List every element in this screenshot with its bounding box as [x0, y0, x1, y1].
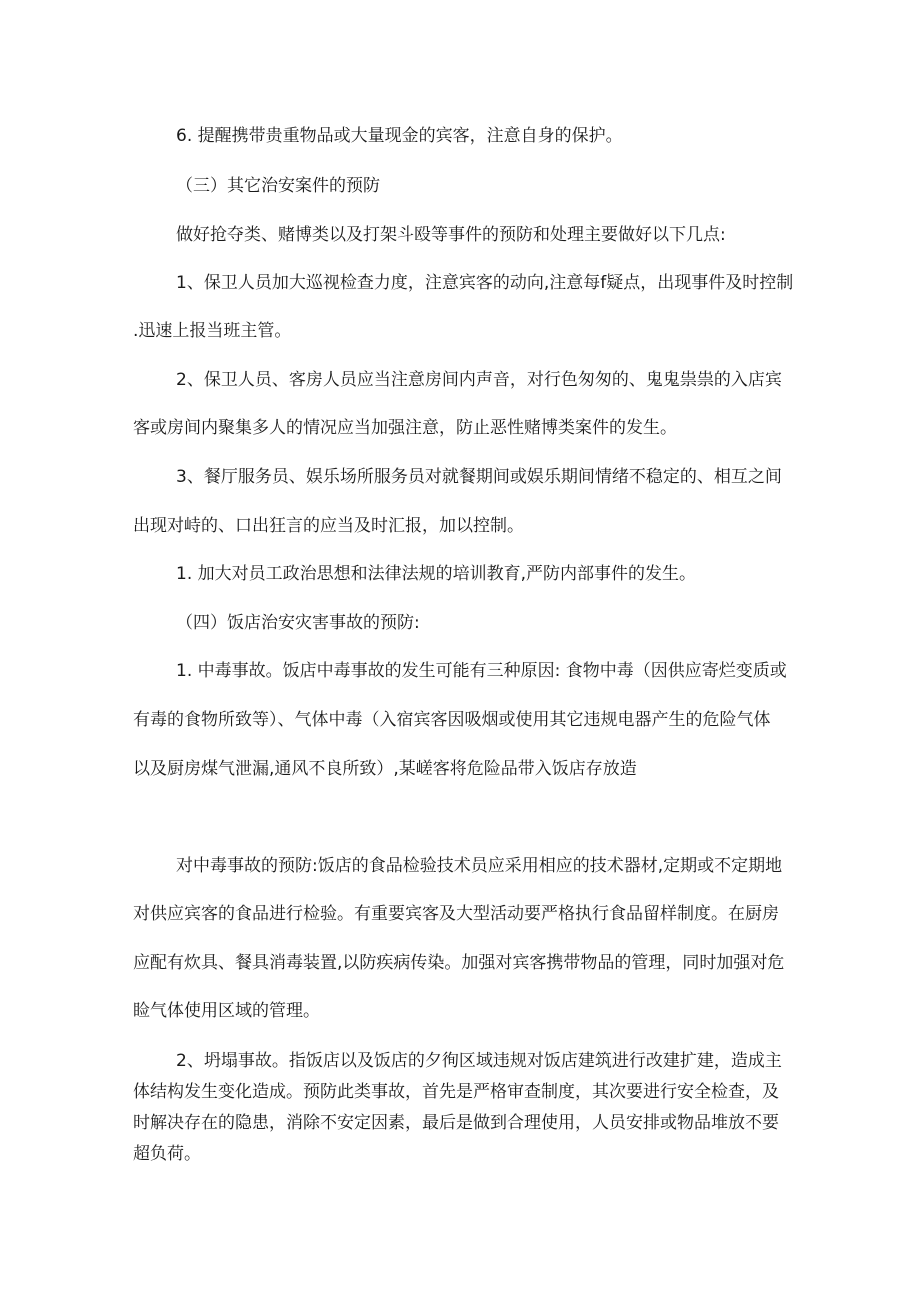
text-line: 以及厨房煤气泄漏,通风不良所致）,某嵯客将危险品带入饭店存放造	[133, 759, 637, 779]
text-line: 有毒的食物所致等）、气体中毒（入宿宾客因吸烟或使用其它违规电器产生的危险气体	[133, 710, 771, 730]
text-line: 1、保卫人员加大巡视检查力度，注意宾客的动向,注意每f疑点，出现事件及时控制	[176, 273, 794, 293]
text-line: 1. 中毒事故。饭店中毒事故的发生可能有三种原因: 食物中毒（因供应寄烂变质或	[176, 661, 787, 681]
text-line: 2、坍塌事故。指饭店以及饭店的夕徇区域违规对饭店建筑进行改建扩建，造成主	[176, 1051, 782, 1071]
text-line: 时解决存在的隐患，消除不安定因素，最后是做到合理使用，人员安排或物品堆放不要	[133, 1113, 779, 1133]
text-line: 体结构发生变化造成。预防此类事故，首先是严格审查制度，其次要进行安全检查，及	[133, 1082, 779, 1102]
section-heading: （三）其它治安案件的预防	[176, 176, 380, 196]
text-line: 出现对峙的、口出狂言的应当及时汇报，加以控制。	[133, 516, 524, 536]
text-line: 6. 提醒携带贵重物品或大量现金的宾客，注意自身的保护。	[176, 126, 623, 146]
text-line: 2、保卫人员、客房人员应当注意房间内声音，对行色匆匆的、鬼鬼祟祟的入店宾	[176, 370, 782, 390]
text-line: 应配有炊具、餐具消毒装置,以防疾病传染。加强对宾客携带物品的管理，同时加强对危	[133, 953, 785, 973]
section-heading: （四）饭店治安灾害事故的预防:	[176, 613, 420, 633]
text-line: 做好抢夺类、赌博类以及打架斗殴等事件的预防和处理主要做好以下几点:	[176, 225, 726, 245]
text-line: .迅速上报当班主管。	[133, 321, 292, 341]
text-line: 对中毒事故的预防:饭店的食品检验技术员应采用相应的技术器材,定期或不定期地	[176, 856, 783, 876]
text-line: 超负荷。	[133, 1144, 201, 1164]
text-line: 3、餐厅服务员、娱乐场所服务员对就餐期间或娱乐期间情绪不稳定的、相互之间	[176, 467, 782, 487]
text-line: 睑气体使用区域的管理。	[133, 1001, 320, 1021]
text-line: 客或房间内聚集多人的情况应当加强注意，防止恶性赌博类案件的发生。	[133, 418, 677, 438]
text-line: 对供应宾客的食品进行检验。有重要宾客及大型活动要严格执行食品留样制度。在厨房	[133, 904, 779, 924]
text-line: 1. 加大对员工政治思想和法律法规的培训教育,严防内部事件的发生。	[176, 564, 697, 584]
